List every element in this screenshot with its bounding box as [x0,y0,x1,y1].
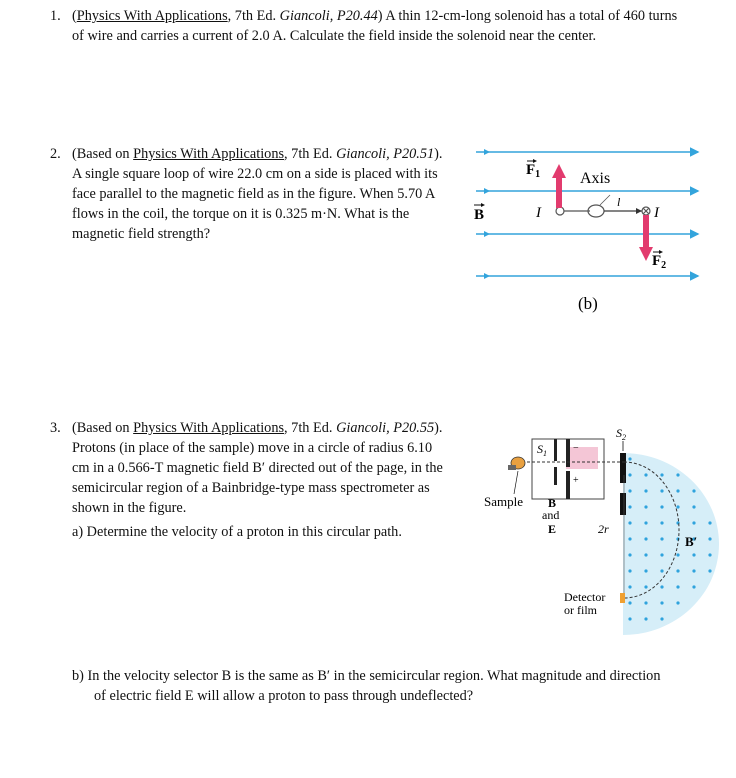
slit-s2-label: $S_2$ [616,426,626,442]
b-field-dot [708,521,711,524]
detector [620,593,625,603]
loop-wire [556,195,650,217]
b-field-dot [628,537,631,540]
sample-label: Sample [484,494,523,509]
b-field-dot [628,569,631,572]
figure-torque-loop [470,140,710,320]
b-field-dot [692,553,695,556]
b-field-dot [644,537,647,540]
b-field-dot [644,473,647,476]
force-f1-arrow [552,164,566,208]
slit-s1-label: $S_1$ [537,442,547,458]
b-field-dot [660,489,663,492]
question-2-line: A single square loop of wire 22.0 cm on a side is placed with its [72,166,438,182]
b-field-dot [692,569,695,572]
e-label: E [548,522,557,536]
svg-text:+: + [573,475,579,486]
b-field-dot [660,569,663,572]
b-field-dot [660,553,663,556]
b-field-dot [660,473,663,476]
question-2-line: magnetic field strength? [72,226,211,242]
b-prime-label: B′ [685,534,698,549]
question-1-line-1: (Physics With Applications, 7th Ed. Giancoli, P20.44) A thin 12-cm-long solenoid has a total of 460 turns [72,8,678,24]
question-3-part-b-line-2: of electric field E will allow a proton to pass through undeflected? [94,688,474,704]
reference: Giancoli, P20.51 [336,146,435,162]
b-field-dot [676,569,679,572]
current-label-left: I [536,205,541,221]
svg-text:−: − [573,443,579,454]
question-2-line: flows in the coil, the torque on it is 0.325 m·N. What is the [72,206,410,222]
b-field-dot [628,457,631,460]
b-field-dot [708,553,711,556]
two-r-label: 2r [598,522,609,536]
b-field-dot [692,585,695,588]
question-number: 1. [50,8,61,24]
b-field-dot [660,617,663,620]
b-field-dot [628,617,631,620]
reference: Giancoli, P20.55 [336,420,435,436]
figure-mass-spectrometer [480,415,720,645]
question-number: 3. [50,420,61,436]
selector-field-region [566,447,598,469]
b-field-dot [660,505,663,508]
current-out-circle [556,207,564,215]
length-label: l [617,195,621,209]
edition: , 7th Ed. [227,8,280,24]
question-3-source: (Based on Physics With Applications, 7th Ed. Giancoli, P20.55). [72,420,443,436]
question-3-line: Protons (in place of the sample) move in a circle of radius 6.10 [72,440,433,456]
b-field-dot [676,473,679,476]
b-field-dot [644,585,647,588]
b-field-dot [628,489,631,492]
force-f2-arrow [639,215,653,261]
and-label: and [542,508,560,522]
b-field-dot [676,505,679,508]
b-field-dot [644,617,647,620]
b-field-dot [676,553,679,556]
force-f1-label: $F_1$ [526,162,541,180]
b-field-dot [644,553,647,556]
film-label: or film [564,603,597,617]
b-field-dot [644,569,647,572]
b-field-dot [692,505,695,508]
question-3-line: semicircular region of a Bainbridge-type mass spectrometer as [72,480,430,496]
question-2-line: face parallel to the magnetic field as in the figure. When 5.70 A [72,186,436,202]
b-field-dot [644,601,647,604]
reference: Giancoli, P20.44 [279,8,378,24]
slit-s2-plate-top [620,453,626,483]
axis-label: Axis [580,170,611,187]
b-field-dot [644,521,647,524]
b-field-dot [676,585,679,588]
b-field-dot [628,473,631,476]
question-1-line-2: of wire and carries a current of 2.0 A. Calculate the field inside the solenoid near the center. [72,28,597,44]
question-3-line: shown in the figure. [72,500,187,516]
b-field-dot [628,521,631,524]
b-field-dot [628,505,631,508]
b-field-dot [644,505,647,508]
b-field-dot [660,601,663,604]
b-field-dot [660,521,663,524]
b-field-dot [660,585,663,588]
detector-label: Detector [564,590,606,604]
b-field-dot [676,489,679,492]
b-field-dot [628,585,631,588]
book-title: Physics With Applications [76,8,228,24]
b-field-dot [644,489,647,492]
force-f2-label: $F_2$ [652,253,667,271]
question-3-line: cm in a 0.566-T magnetic field B′ directed out of the page, in the [72,460,443,476]
b-field-dot [628,601,631,604]
b-field-dot [676,601,679,604]
b-field-dot [692,489,695,492]
b-field-dot [708,569,711,572]
current-label-right: I [654,205,659,221]
question-3-part-a: a) Determine the velocity of a proton in this circular path. [72,524,402,540]
b-field-dot [660,537,663,540]
book-title: Physics With Applications [133,420,285,436]
slit-s2-plate-bottom [620,493,626,515]
question-number: 2. [50,146,61,162]
b-field-label: B [474,207,485,223]
question-3-part-b-line-1: b) In the velocity selector B is the same as B′ in the semicircular region. What magnitude and direction [72,668,661,684]
magnetic-region [623,453,719,635]
b-field-dot [692,521,695,524]
b-field-dot [708,537,711,540]
figure-caption: (b) [578,294,598,313]
b-label: B [548,496,557,510]
book-title: Physics With Applications [133,146,285,162]
question-2-source: (Based on Physics With Applications, 7th Ed. Giancoli, P20.51). [72,146,443,162]
b-field-dot [628,553,631,556]
